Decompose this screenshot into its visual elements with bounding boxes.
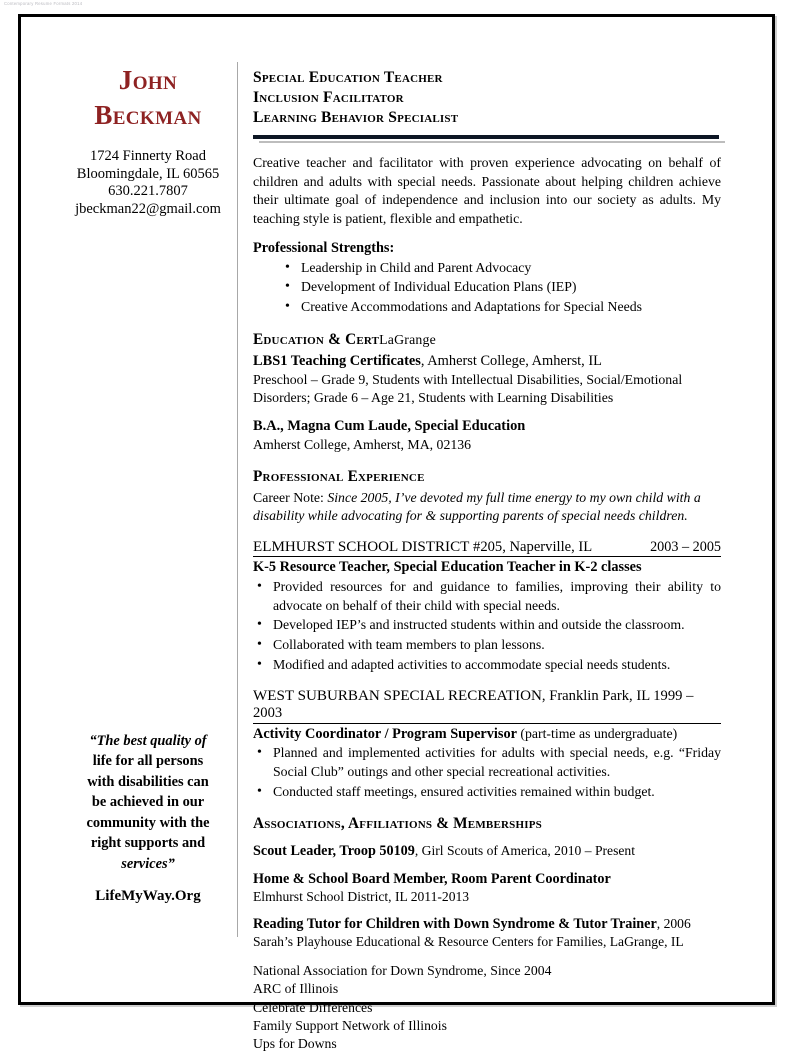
strengths-heading: Professional Strengths:	[253, 239, 395, 256]
education-degree: B.A., Magna Cum Laude, Special Education	[253, 417, 526, 434]
association-role: Scout Leader, Troop 50109	[253, 843, 415, 860]
job-organization	[253, 687, 721, 723]
education-detail: Preschool – Grade 9, Students with Intellectual Disabilities, Social/Emotional	[253, 371, 683, 387]
list-item: • Modified and adapted activities to accommodate special needs students.	[253, 656, 721, 675]
list-item: National Association for Down Syndrome, Since 2004	[253, 963, 552, 979]
quote-line-3: with disabilities can	[87, 773, 209, 790]
associations-heading: Associations, Affiliations & Memberships	[253, 815, 542, 833]
quote-text	[58, 731, 238, 874]
strengths-list	[253, 259, 721, 317]
quote-line-5: community with the	[86, 814, 210, 831]
phone-number: 630.221.7807	[108, 183, 188, 200]
association-role: Home & School Board Member, Room Parent Coordinator	[253, 870, 611, 887]
list-item: • Planned and implemented activities for adults with special needs, e.g. “Friday Social Club” outings and other special recreational activities.	[253, 744, 721, 782]
quote-line-4: be achieved in our	[91, 794, 205, 811]
list-item: • Provided resources for and guidance to families, improving their ability to advocate on behalf of their child with special needs.	[253, 578, 721, 616]
career-note-text: Since 2005, I’ve devoted my full time energy to my own child with a disability while advocating for & supporting parents of special needs children.	[253, 490, 701, 524]
association-role: Reading Tutor for Children with Down Syndrome & Tutor Trainer	[253, 916, 657, 933]
resume-sheet	[22, 18, 771, 1052]
memberships-list	[253, 962, 721, 1053]
quote-line-7: services”	[121, 855, 175, 872]
quote-block	[58, 731, 238, 905]
left-column	[58, 63, 238, 219]
job-org-location: , Franklin Park, IL 1999 – 2003	[253, 687, 694, 722]
job-role-qualifier: (part-time as undergraduate)	[516, 725, 678, 741]
candidate-name	[58, 63, 238, 132]
last-name: Beckman	[94, 99, 202, 130]
education-entry	[253, 417, 721, 455]
education-heading	[253, 331, 721, 349]
list-item: • Developed IEP’s and instructed students within and outside the classroom.	[253, 616, 721, 635]
association-title	[253, 842, 721, 860]
education-heading-suffix: LaGrange	[379, 331, 436, 347]
job-title-3: Learning Behavior Specialist	[253, 109, 459, 127]
summary-paragraph: Creative teacher and facilitator with proven experience advocating on behalf of children and adults with special needs. Passionate about helping children achieve their ultimate goal of independence and inclusion into our society as adults. My teaching style is patient, flexible and empathetic.	[253, 155, 721, 226]
job-header	[253, 538, 721, 558]
association-item	[253, 870, 721, 906]
list-item: Celebrate Differences	[253, 999, 373, 1015]
association-subtitle: Elmhurst School District, IL 2011-2013	[253, 889, 470, 905]
list-item: • Creative Accommodations and Adaptations for Special Needs	[253, 298, 721, 317]
list-item: • Development of Individual Education Plans (IEP)	[253, 278, 721, 297]
education-heading-text: Education & Cert	[253, 330, 380, 348]
list-item: Ups for Downs	[253, 1036, 337, 1052]
address-line-2: Bloomingdale, IL 60565	[76, 165, 220, 182]
association-detail: , 2006	[656, 916, 691, 932]
quote-source: LifeMyWay.Org	[95, 888, 201, 905]
association-detail: , Girl Scouts of America, 2010 – Present	[414, 843, 635, 859]
career-note	[253, 489, 721, 526]
career-note-label: Career Note:	[253, 490, 328, 506]
quote-line-6: right supports and	[90, 835, 206, 852]
job-bullets	[253, 578, 721, 675]
list-item: Family Support Network of Illinois	[253, 1017, 447, 1033]
education-entry-title	[253, 352, 721, 371]
association-item	[253, 842, 721, 860]
job-title-2: Inclusion Facilitator	[253, 89, 404, 107]
job-titles	[253, 68, 721, 128]
header-rule-shadow	[259, 141, 725, 143]
job-org-name: ELMHURST SCHOOL DISTRICT	[253, 538, 470, 555]
job-role-title: K-5 Resource Teacher, Special Education Teacher in K-2 classes	[253, 559, 642, 576]
quote-line-1: “The best quality of	[89, 733, 207, 749]
address-line-1: 1724 Finnerty Road	[90, 148, 206, 165]
quote-line-2: life for all persons	[92, 753, 204, 770]
job-header	[253, 687, 721, 724]
job-title-1: Special Education Teacher	[253, 69, 443, 86]
association-title	[253, 915, 721, 933]
job-dates: 2003 – 2005	[650, 538, 721, 555]
contact-block	[58, 148, 238, 219]
list-item: • Leadership in Child and Parent Advocacy	[253, 259, 721, 278]
education-institution: , Amherst College, Amherst, IL	[420, 352, 602, 369]
experience-heading: Professional Experience	[253, 468, 425, 486]
job-organization	[253, 538, 592, 557]
first-name: John	[118, 65, 178, 95]
education-entry	[253, 352, 721, 408]
association-subtitle: Sarah’s Playhouse Educational & Resource Centers for Families, LaGrange, IL	[253, 934, 684, 950]
right-column	[253, 68, 721, 1053]
header-rule	[253, 135, 721, 148]
job-role-title: Activity Coordinator / Program Supervisor	[253, 725, 517, 742]
job-role	[253, 558, 721, 577]
education-entry-title	[253, 417, 721, 436]
job-role	[253, 725, 721, 744]
email-address: jbeckman22@gmail.com	[75, 201, 221, 218]
education-degree: LBS1 Teaching Certificates	[253, 352, 421, 369]
job-org-location: #205, Naperville, IL	[469, 538, 593, 555]
header-rule-main	[253, 135, 719, 139]
education-detail: Disorders; Grade 6 – Age 21, Students with Learning Disabilities	[253, 390, 614, 406]
job-org-name: WEST SUBURBAN SPECIAL RECREATION	[253, 687, 542, 704]
list-item: • Collaborated with team members to plan lessons.	[253, 636, 721, 655]
job-bullets	[253, 744, 721, 801]
association-title	[253, 870, 721, 888]
education-detail: Amherst College, Amherst, MA, 02136	[253, 436, 472, 452]
list-item: ARC of Illinois	[253, 981, 339, 997]
list-item: • Conducted staff meetings, ensured activities remained within budget.	[253, 783, 721, 802]
association-item	[253, 915, 721, 951]
watermark-text: Contemporary Resume Formats 2014	[4, 1, 83, 6]
